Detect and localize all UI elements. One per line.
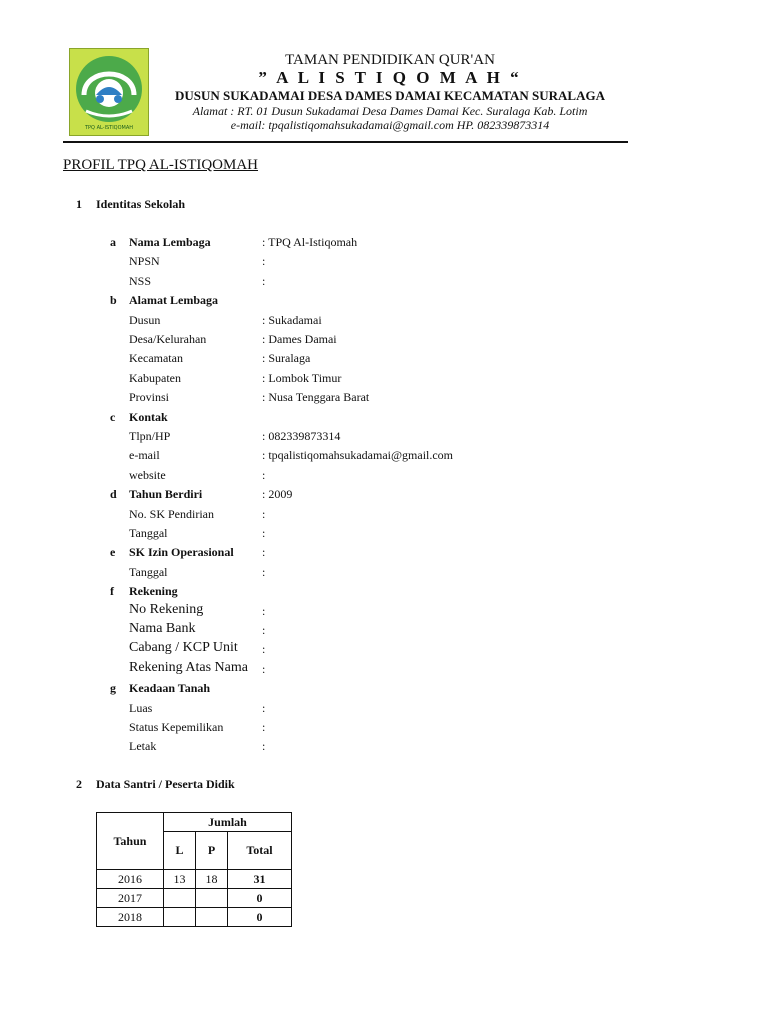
item-label: website [129, 467, 166, 482]
cell-tahun: 2016 [97, 870, 164, 889]
item-label: Nama Lembaga [129, 235, 211, 249]
item-value: : [262, 564, 266, 579]
cell-tahun: 2017 [97, 889, 164, 908]
item-value: : [262, 467, 266, 482]
section-1-title: Identitas Sekolah [96, 197, 186, 211]
item-value: : [262, 642, 266, 657]
logo-emblem-icon [70, 49, 148, 135]
item-value: : [262, 603, 266, 618]
item-value: : Lombok Timur [262, 370, 342, 385]
item-label: Tanggal [129, 526, 168, 540]
item-label: No. SK Pendirian [129, 506, 214, 521]
student-table [96, 812, 292, 927]
item-value: : Suralaga [262, 351, 311, 366]
item-label: Luas [129, 700, 153, 715]
item-label: Desa/Kelurahan [129, 332, 207, 346]
item-value: : [262, 623, 266, 637]
header-p: P [196, 832, 228, 870]
item-value: : [262, 720, 266, 734]
item-label: Status Kepemilikan [129, 720, 224, 734]
cell-p: 18 [196, 870, 228, 889]
cell-tahun: 2018 [97, 908, 164, 927]
item-label: Kabupaten [129, 370, 181, 385]
header-divider [63, 141, 628, 143]
item-value: : Dames Damai [262, 332, 337, 346]
logo-text: TPQ AL-ISTIQOMAH [84, 125, 134, 131]
item-value: : [262, 700, 266, 715]
cell-total: 0 [228, 889, 292, 908]
header-jumlah: Jumlah [164, 813, 292, 832]
item-value: : Sukadamai [262, 312, 322, 327]
item-label: Dusun [129, 312, 161, 327]
cell-l [164, 889, 196, 908]
header-address-title: DUSUN SUKADAMAI DESA DAMES DAMAI KECAMATAN SURALAGA [175, 88, 605, 103]
section-1-number: 1 [76, 197, 82, 211]
item-label: Cabang / KCP Unit [129, 640, 238, 656]
cell-total: 0 [228, 908, 292, 927]
table-row [97, 908, 292, 927]
item-label: Tlpn/HP [129, 429, 171, 443]
cell-p [196, 908, 228, 927]
item-value: : [262, 254, 266, 269]
header-address: Alamat : RT. 01 Dusun Sukadamai Desa Dames Damai Kec. Suralaga Kab. Lotim [192, 104, 588, 118]
header-l: L [164, 832, 196, 870]
cell-p [196, 889, 228, 908]
section-2-title: Data Santri / Peserta Didik [96, 777, 235, 791]
item-letter: g [110, 681, 116, 696]
item-letter: d [110, 487, 117, 502]
school-logo [69, 48, 149, 136]
item-value: : TPQ Al-Istiqomah [262, 235, 358, 249]
item-letter: c [110, 409, 116, 424]
item-label: Keadaan Tanah [129, 681, 211, 696]
item-letter: f [110, 584, 114, 599]
item-label: SK Izin Operasional [129, 545, 234, 560]
item-label: e-mail [129, 448, 160, 463]
item-value: : Nusa Tenggara Barat [262, 390, 370, 405]
item-letter: b [110, 293, 117, 308]
item-value: : [262, 273, 266, 288]
item-label: NSS [129, 273, 152, 288]
item-label: No Rekening [129, 601, 204, 617]
item-label: Letak [129, 739, 157, 754]
item-value: : 2009 [262, 487, 293, 502]
item-label: Kontak [129, 409, 168, 424]
section-2-number: 2 [76, 777, 82, 791]
item-label: NPSN [129, 254, 160, 269]
item-label: Tanggal [129, 564, 168, 579]
item-value: : [262, 545, 266, 560]
item-label: Kecamatan [129, 351, 183, 366]
item-value: : [262, 506, 266, 521]
item-value: : [262, 526, 266, 540]
table-row [97, 889, 292, 908]
cell-l [164, 908, 196, 927]
header-contact: e-mail: tpqalistiqomahsukadamai@gmail.com HP. 082339873314 [230, 118, 550, 132]
item-label: Alamat Lembaga [129, 293, 218, 308]
item-value: : tpqalistiqomahsukadamai@gmail.com [262, 448, 454, 463]
cell-total: 31 [228, 870, 292, 889]
table-row [97, 870, 292, 889]
page-title: PROFIL TPQ AL-ISTIQOMAH [63, 157, 259, 173]
item-value: : 082339873314 [262, 429, 341, 443]
item-letter: e [110, 545, 116, 560]
item-label: Rekening [129, 584, 178, 599]
item-label: Nama Bank [129, 621, 196, 636]
school-name: ” A L I S T I Q O M A H “ [258, 68, 522, 87]
item-value: : [262, 739, 266, 754]
header-tahun: Tahun [97, 813, 164, 870]
item-label: Provinsi [129, 390, 170, 405]
item-label: Rekening Atas Nama [129, 659, 248, 675]
item-letter: a [110, 235, 116, 249]
item-value: : [262, 661, 266, 676]
header-total: Total [228, 832, 292, 870]
header-line-1: TAMAN PENDIDIKAN QUR'AN [285, 52, 495, 68]
item-label: Tahun Berdiri [129, 487, 203, 502]
cell-l: 13 [164, 870, 196, 889]
